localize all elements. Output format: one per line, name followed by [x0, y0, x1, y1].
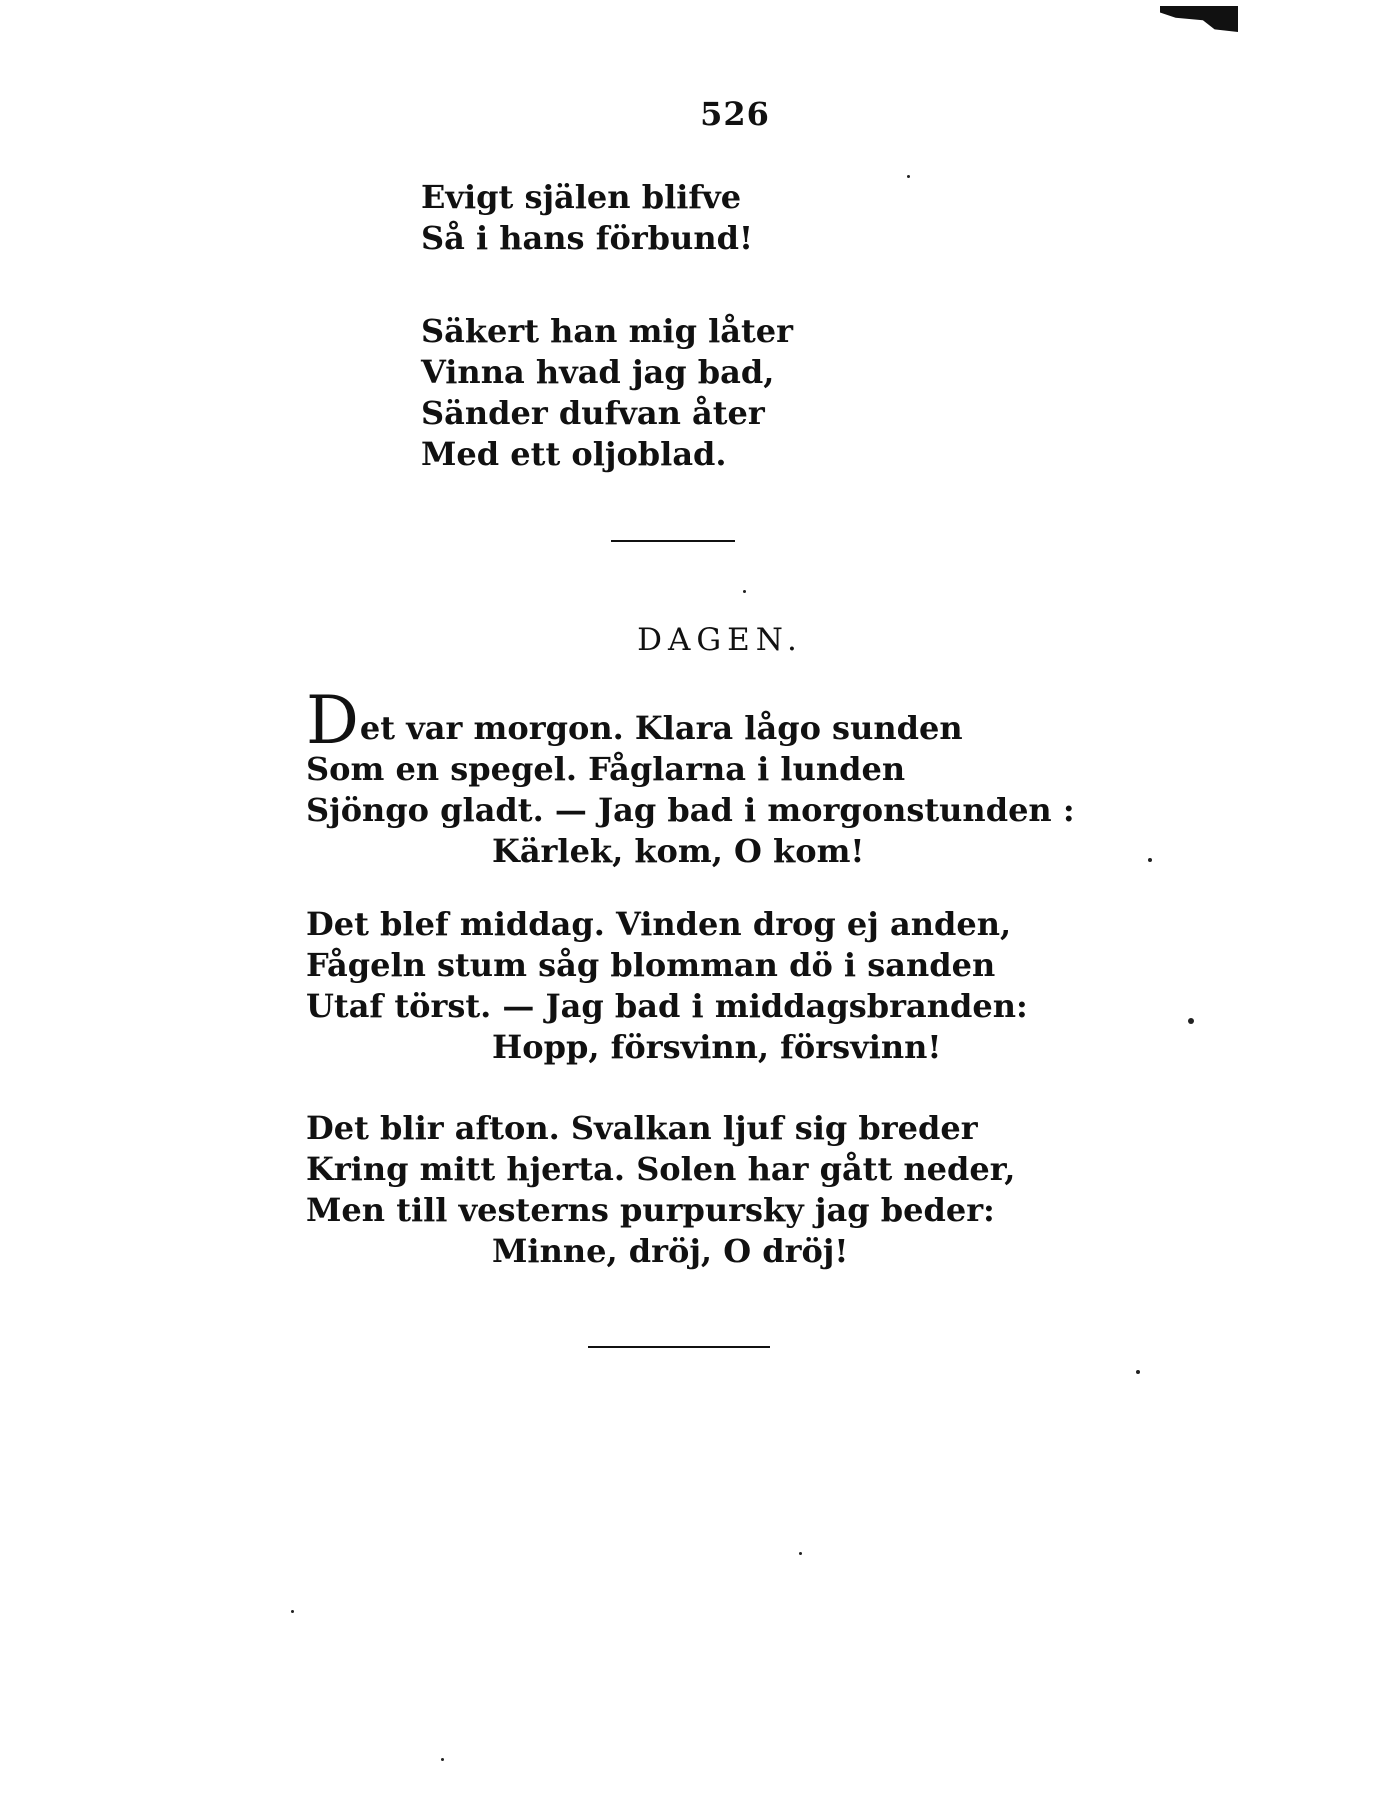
scan-speck [441, 1758, 444, 1761]
verse-line: Så i hans förbund! [421, 219, 753, 257]
verse-line: Fågeln stum såg blomman dö i sanden [306, 946, 996, 984]
verse-line: Säkert han mig låter [421, 312, 793, 350]
previous-poem-stanza-end-2 [421, 311, 793, 475]
verse-line: Det blir afton. Svalkan ljuf sig breder [306, 1109, 978, 1147]
verse-refrain: Kärlek, kom, O kom! [492, 832, 865, 870]
verse-line: Sänder dufvan åter [421, 394, 765, 432]
drop-cap: D [306, 682, 359, 759]
verse-refrain: Minne, dröj, O dröj! [492, 1232, 849, 1270]
poem-title: DAGEN. [637, 622, 803, 658]
page-number: 526 [700, 95, 770, 133]
verse-line-first [306, 682, 1075, 759]
verse-refrain: Hopp, försvinn, försvinn! [492, 1028, 942, 1066]
verse-line: Evigt själen blifve [421, 178, 742, 216]
verse-line: Vinna hvad jag bad, [421, 353, 775, 391]
scan-corner-mark [1160, 6, 1238, 32]
verse-line: Men till vesterns purpursky jag beder: [306, 1191, 995, 1229]
verse-line: Sjöngo gladt. — Jag bad i morgonstunden : [306, 791, 1075, 829]
previous-poem-stanza-end-1 [421, 177, 753, 259]
end-rule [588, 1346, 770, 1348]
scan-speck [1188, 1018, 1194, 1024]
poem-stanza-1 [306, 682, 1075, 872]
verse-line: Kring mitt hjerta. Solen har gått neder, [306, 1150, 1016, 1188]
section-divider-rule [611, 540, 735, 542]
poem-stanza-3 [306, 1108, 1015, 1272]
scan-speck [799, 1552, 802, 1555]
verse-line: Med ett oljoblad. [421, 435, 727, 473]
poem-stanza-2 [306, 904, 1028, 1068]
scan-speck [291, 1610, 294, 1613]
verse-line: Det blef middag. Vinden drog ej anden, [306, 905, 1012, 943]
scan-speck [743, 590, 746, 593]
scan-speck [907, 175, 910, 178]
verse-line: Som en spegel. Fåglarna i lunden [306, 750, 906, 788]
scan-speck [1136, 1370, 1140, 1374]
verse-line-rest: et var morgon. Klara lågo sunden [359, 709, 963, 747]
scan-speck [1148, 858, 1152, 862]
verse-line: Utaf törst. — Jag bad i middagsbranden: [306, 987, 1028, 1025]
